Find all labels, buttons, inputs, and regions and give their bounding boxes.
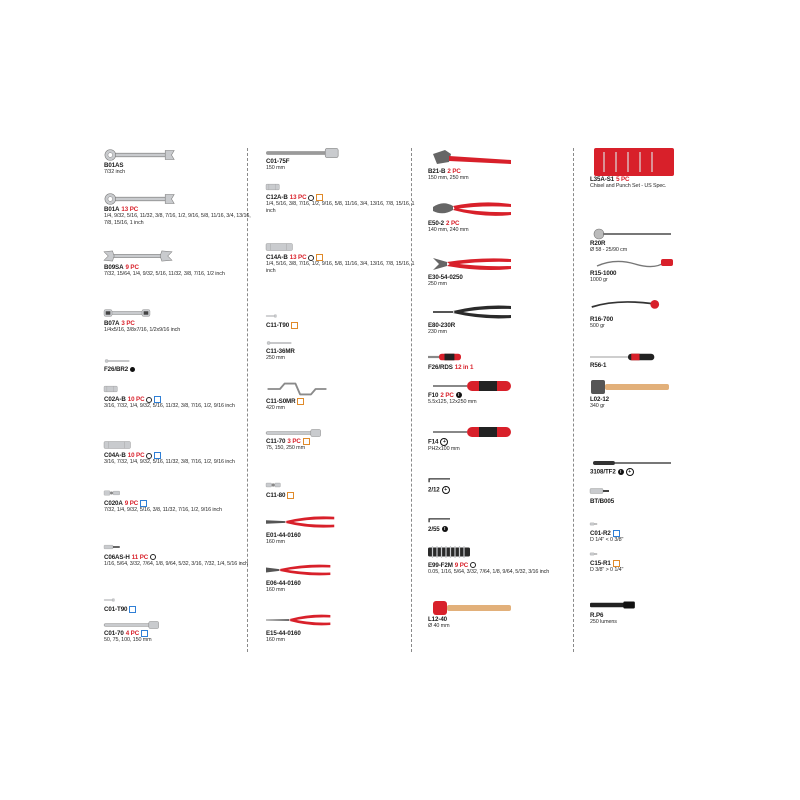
tool-code-line: [104, 452, 254, 459]
tool-sizes: 75, 150, 250 mm: [266, 445, 305, 452]
tool-entry: [104, 192, 254, 227]
piece-count: 13 PC: [289, 254, 307, 262]
tool-entry: [104, 540, 254, 568]
soft-face-hammer-icon: [428, 600, 578, 616]
orange-square-icon: [316, 194, 323, 201]
tool-entry: [104, 148, 254, 176]
tool-code: R.P6: [590, 612, 604, 619]
tool-code-line: [104, 206, 254, 213]
locking-pliers-icon: [428, 198, 578, 220]
tool-sizes: 1/4, 5/16, 3/8, 7/16, 1/2, 9/16, 5/8, 11/16, 3/4, 13/16, 7/8, 15/16, 1 inch: [266, 261, 415, 274]
tool-entry: [266, 512, 416, 546]
deep-socket-icon: [266, 240, 416, 254]
tool-code: B09SA: [104, 264, 124, 271]
flex-extension-icon: [266, 148, 416, 158]
tool-code: L35A-S1: [590, 176, 615, 183]
universal-socket-icon: [104, 486, 254, 500]
tool-code-line: [590, 240, 740, 247]
extension-bar-icon: [266, 428, 416, 438]
inspection-mirror-icon: [590, 228, 740, 240]
tool-code: B21-B: [428, 168, 446, 175]
piece-count: 9 PC: [125, 264, 139, 271]
tool-code: F14: [428, 438, 439, 446]
tool-entry: [428, 302, 578, 336]
offset-screwdriver-icon: [428, 514, 578, 526]
tool-code-line: [104, 396, 254, 403]
tool-entry: [266, 338, 416, 362]
flashlight-icon: [590, 598, 740, 612]
tool-code: C01-R2: [590, 530, 611, 538]
orange-square-icon: [316, 254, 323, 261]
tool-code: B01A: [104, 206, 120, 213]
piece-count: 9 PC: [124, 500, 139, 508]
chisel-punch-set-icon: [590, 148, 740, 176]
tool-code-line: [590, 362, 740, 369]
tool-entry: [104, 438, 254, 466]
info-icon: !: [618, 469, 624, 475]
tool-entry: [428, 600, 578, 630]
tool-code-line: [266, 438, 416, 445]
tool-sizes: Chisel and Punch Set - US Spec.: [590, 183, 667, 189]
tool-entry: [266, 148, 416, 172]
tool-code: BT/B005: [590, 498, 615, 505]
tool-entry: [590, 518, 740, 544]
tool-sizes: 160 mm: [266, 539, 285, 545]
tool-code: F26/RDS: [428, 364, 453, 371]
tool-sizes: 1/4, 5/16, 3/8, 7/16, 1/2, 9/16, 5/8, 11/16, 3/4, 13/16, 7/8, 15/16, 1 inch: [266, 201, 415, 214]
tool-entry: [428, 426, 578, 453]
tool-entry: [590, 548, 740, 574]
tool-entry: [266, 380, 416, 412]
tool-code: L12-40: [428, 616, 448, 623]
tool-sizes: 1/4, 9/32, 5/16, 11/32, 3/8, 7/16, 1/2, 9/16, 5/8, 11/16, 3/4, 13/16, 7/8, 15/16, 1 inch: [104, 213, 251, 226]
tool-sizes: 7/32, 1/4, 9/32, 5/16, 3/8, 11/32, 7/16, 1/2, 9/16 inch: [104, 507, 222, 514]
tool-code: C11-36MR: [266, 348, 295, 355]
tool-code-line: [104, 264, 254, 271]
tool-code: E30-54-0250: [428, 274, 463, 281]
tool-code: C01-T90: [104, 606, 128, 614]
tool-entry: [428, 254, 578, 288]
bit-holder-icon: [590, 484, 740, 498]
tool-code: C11-70: [266, 438, 286, 446]
extension-bar-icon: [104, 620, 254, 630]
hex-key-set-icon: [428, 542, 578, 562]
plus-circle-icon: +: [442, 486, 450, 494]
tool-code-line: [428, 220, 578, 227]
offset-screwdriver-icon: [428, 474, 578, 486]
tool-sizes: 500 gr: [590, 323, 605, 329]
tool-code-line: [428, 364, 578, 371]
tool-entry: [104, 594, 254, 613]
tool-code-line: [428, 274, 578, 281]
tool-code-line: [104, 630, 254, 637]
tool-code: C11-T90: [266, 322, 290, 330]
orange-square-icon: [613, 560, 620, 567]
piece-count: 10 PC: [127, 396, 145, 404]
piece-count: 2 PC: [446, 220, 460, 227]
safety-wire-pliers-icon: [428, 302, 578, 322]
ring-icon: [308, 195, 314, 201]
tool-sizes: 250 lumens: [590, 619, 617, 625]
tool-entry: [428, 514, 578, 533]
tool-code-line: [590, 270, 740, 277]
tool-entry: [428, 148, 578, 182]
tool-sizes: D 1/4" < 0 3/8": [590, 537, 624, 544]
tool-code: C020A: [104, 500, 123, 508]
blue-square-icon: [141, 630, 148, 637]
water-pump-pliers-icon: [428, 254, 578, 274]
blue-square-icon: [154, 452, 161, 459]
tool-entry: [590, 458, 740, 476]
tool-code-line: [428, 392, 578, 399]
deep-socket-icon: [104, 438, 254, 452]
tool-code-line: [104, 554, 254, 561]
tool-code: 2/55: [428, 526, 440, 533]
tool-code: C11-80: [266, 492, 286, 500]
tool-code-line: [428, 562, 578, 569]
piece-count: 13 PC: [121, 206, 139, 213]
tool-entry: [266, 560, 416, 594]
tool-code-line: [428, 526, 578, 533]
piece-count: 2 PC: [447, 168, 461, 175]
ratchet-screwdriver-icon: [428, 350, 578, 364]
tool-code-line: [266, 348, 416, 355]
tool-sizes: 160 mm: [266, 587, 285, 593]
tool-sizes: PH2x100 mm: [428, 446, 460, 452]
tool-code: R16-700: [590, 316, 614, 323]
orange-square-icon: [303, 438, 310, 445]
tool-code: C11-S0MR: [266, 398, 296, 406]
ring-icon: [146, 397, 152, 403]
combination-pliers-icon: [266, 512, 416, 532]
piece-count: 11 PC: [131, 554, 149, 561]
tool-code: E80-230R: [428, 322, 456, 329]
tool-sizes: Ø 58 - 25/90 cm: [590, 247, 628, 253]
info-icon: !: [442, 526, 448, 532]
tool-code-line: [266, 398, 416, 405]
tool-entry: [590, 378, 740, 410]
piece-count: 12 in 1: [454, 364, 474, 371]
tool-sizes: 1/4x5/16, 3/8x7/16, 1/2x9/16 inch: [104, 327, 181, 333]
needle-nose-pliers-icon: [266, 610, 416, 630]
tool-entry: [104, 486, 254, 514]
tool-entry: [266, 478, 416, 499]
tool-code: C14A-B: [266, 254, 288, 262]
tool-entry: [104, 306, 254, 334]
piece-count: 5 PC: [616, 176, 630, 183]
tool-entry: [590, 256, 740, 284]
plus-circle-icon: +: [626, 468, 634, 476]
tool-code: L02-12: [590, 396, 610, 403]
tool-code-line: [104, 500, 254, 507]
tool-code-line: [428, 322, 578, 329]
tool-code: F10: [428, 392, 439, 399]
tool-entry: [266, 180, 416, 215]
tool-code-line: [590, 468, 740, 476]
tool-code-line: [266, 194, 416, 201]
tool-sizes: 250 mm: [266, 355, 285, 361]
tool-code: 2/12: [428, 486, 440, 494]
tool-code-line: [590, 530, 740, 537]
tool-entry: [590, 352, 740, 369]
open-end-wrench-icon: [104, 248, 254, 264]
piece-count: 2 PC: [440, 392, 454, 399]
tool-code-line: [590, 396, 740, 403]
bit-driver-icon: [590, 458, 740, 468]
tool-sizes: Ø 40 mm: [428, 623, 450, 629]
tool-code-line: [266, 532, 416, 539]
tool-code-line: [104, 320, 254, 327]
tool-code-line: [590, 176, 740, 183]
combination-wrench-icon: [104, 192, 254, 206]
blue-square-icon: [140, 500, 147, 507]
t-handle-icon: [104, 594, 254, 606]
tool-sizes: 340 gr: [590, 403, 605, 409]
tool-sizes: 1000 gr: [590, 277, 608, 283]
ring-icon: [150, 554, 156, 560]
tool-sizes: 250 mm: [428, 281, 447, 287]
tool-sizes: 150 mm: [266, 165, 285, 171]
orange-square-icon: [291, 322, 298, 329]
tool-entry: [428, 380, 578, 406]
socket-icon: [266, 180, 416, 194]
tool-code: B01AS: [104, 162, 124, 169]
tool-entry: [104, 356, 254, 373]
tool-sizes: 150 mm, 250 mm: [428, 175, 469, 181]
tool-code-line: [428, 168, 578, 175]
tool-code-line: [104, 606, 254, 613]
tool-code: E15-44-0160: [266, 630, 301, 637]
tool-entry: [428, 542, 578, 576]
tool-entry: [104, 382, 254, 410]
tool-sizes: 5.5x125, 12x250 mm: [428, 399, 477, 405]
tool-sizes: 3/16, 7/32, 1/4, 9/32, 5/16, 11/32, 3/8, 7/16, 1/2, 9/16 inch: [104, 459, 235, 466]
blue-square-icon: [154, 396, 161, 403]
tool-code: F26/BR2: [104, 366, 129, 373]
ball-pein-hammer-icon: [590, 378, 740, 396]
tool-sizes: 420 mm: [266, 405, 285, 412]
tool-sizes: 0.05, 1/16, 5/64, 3/32, 7/64, 1/8, 9/64, 5/32, 3/16 inch: [428, 569, 550, 575]
tool-code-line: [590, 316, 740, 323]
phillips-screwdriver-icon: [428, 426, 578, 438]
flexible-pickup-icon: [590, 298, 740, 316]
tool-code: C01-70: [104, 630, 124, 638]
piece-count: 9 PC: [454, 562, 469, 569]
tool-entry: [428, 350, 578, 371]
flat-screwdriver-icon: [428, 380, 578, 392]
tool-code-line: [428, 616, 578, 623]
ring-icon: [308, 255, 314, 261]
tool-code-line: [266, 492, 416, 499]
tool-code: C02A-B: [104, 396, 126, 404]
tool-code-line: [590, 612, 740, 619]
tool-code: R56-1: [590, 362, 607, 369]
tool-code: C15-R1: [590, 560, 611, 568]
tool-entry: [428, 474, 578, 494]
ratchet-handle-icon: [104, 356, 254, 366]
tool-entry: [428, 198, 578, 234]
hex-bit-socket-icon: [104, 540, 254, 554]
t-handle-icon: [266, 310, 416, 322]
dot-icon: [130, 367, 135, 372]
tool-code: B07A: [104, 320, 120, 327]
tool-sizes: 7/32, 15/64, 1/4, 9/32, 5/16, 11/32, 3/8, 7/16, 1/2 inch: [104, 271, 225, 277]
ring-icon: [470, 562, 476, 568]
tool-entry: [590, 298, 740, 330]
plus-circle-icon: +: [440, 438, 448, 446]
socket-icon: [104, 382, 254, 396]
info-icon: !: [456, 392, 462, 398]
tool-code: C12A-B: [266, 194, 288, 202]
tool-entry: [104, 248, 254, 278]
orange-square-icon: [287, 492, 294, 499]
blue-square-icon: [129, 606, 136, 613]
speed-brace-icon: [266, 380, 416, 398]
tool-sizes: 50, 75, 100, 150 mm: [104, 637, 152, 644]
ratchet-wrench-icon: [104, 306, 254, 320]
tool-code: C04A-B: [104, 452, 126, 460]
tool-entry: [266, 610, 416, 644]
tool-sizes: 1/16, 5/64, 3/32, 7/64, 1/8, 9/64, 5/32, 3/16, 7/32, 1/4, 5/16 inch: [104, 561, 249, 567]
tool-sizes: 160 mm: [266, 637, 285, 643]
tool-sizes: 3/16, 7/32, 1/4, 9/32, 5/16, 11/32, 3/8, 7/16, 1/2, 9/16 inch: [104, 403, 235, 410]
tool-code: E99-F2M: [428, 562, 453, 569]
ring-icon: [146, 453, 152, 459]
tool-code-line: [104, 162, 254, 169]
blue-square-icon: [613, 530, 620, 537]
tool-entry: [590, 228, 740, 254]
tool-code: R15-1000: [590, 270, 617, 277]
tool-code-line: [104, 366, 254, 373]
orange-square-icon: [297, 398, 304, 405]
tool-code-line: [266, 630, 416, 637]
tool-code-line: [266, 158, 416, 165]
tool-entry: [590, 484, 740, 505]
tool-code-line: [266, 322, 416, 329]
tool-entry: [266, 428, 416, 452]
tool-code-line: [428, 486, 578, 494]
tool-code: R20R: [590, 240, 606, 247]
tool-code-line: [266, 580, 416, 587]
side-cutter-icon: [266, 560, 416, 580]
ratchet-handle-icon: [266, 338, 416, 348]
tool-code: E50-2: [428, 220, 445, 227]
tool-entry: [104, 620, 254, 644]
piece-count: 13 PC: [289, 194, 307, 202]
scriber-icon: [590, 352, 740, 362]
tool-code: E06-44-0160: [266, 580, 301, 587]
tool-entry: [266, 310, 416, 329]
tool-sizes: D 3/8" > 0 1/4": [590, 567, 624, 574]
tool-entry: [590, 598, 740, 626]
tool-code: C06AS-H: [104, 554, 130, 561]
piece-count: 3 PC: [287, 438, 301, 446]
tool-code-line: [266, 254, 416, 261]
tool-code-line: [428, 438, 578, 446]
tool-entry: [266, 240, 416, 275]
adapter-icon: [590, 548, 740, 560]
tool-code-line: [590, 560, 740, 567]
tool-code: E01-44-0160: [266, 532, 301, 539]
piece-count: 4 PC: [125, 630, 140, 638]
tool-sizes: 230 mm: [428, 329, 447, 335]
tool-code: C01-75F: [266, 158, 290, 165]
tool-code: 3108/TF2: [590, 468, 616, 476]
piece-count: 3 PC: [121, 320, 135, 327]
adjustable-wrench-icon: [428, 148, 578, 168]
magnetic-pickup-icon: [590, 256, 740, 270]
combination-wrench-icon: [104, 148, 254, 162]
tool-sizes: 140 mm, 240 mm: [428, 227, 469, 233]
tool-sizes: 7/32 inch: [104, 169, 125, 175]
tool-entry: [590, 148, 740, 190]
piece-count: 10 PC: [127, 452, 145, 460]
universal-joint-icon: [266, 478, 416, 492]
adapter-icon: [590, 518, 740, 530]
tool-code-line: [590, 498, 740, 505]
